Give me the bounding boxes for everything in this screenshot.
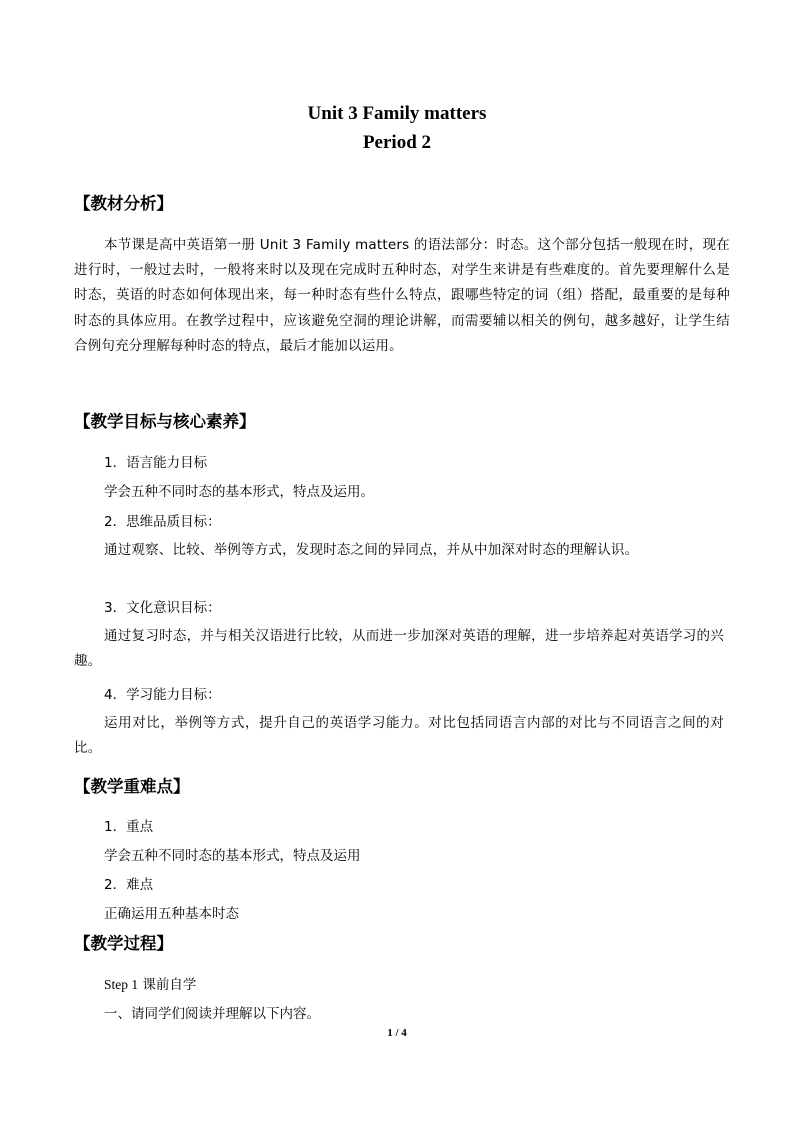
step-1-prefix: Step 1 <box>104 977 139 992</box>
step-1-title: 课前自学 <box>138 977 197 993</box>
objective-1-text: 学会五种不同时态的基本形式，特点及运用。 <box>104 484 374 500</box>
document-title: Unit 3 Family matters <box>307 103 487 124</box>
objective-2-text: 通过观察、比较、举例等方式，发现时态之间的异同点，并从中加深对时态的理解认识。 <box>104 542 639 558</box>
page-number: 1 / 4 <box>387 1027 407 1039</box>
key-point-1-label: 1．重点 <box>104 819 154 835</box>
objective-3-label: 3．文化意识目标： <box>104 600 221 616</box>
section-heading-analysis: 【教材分析】 <box>74 194 173 213</box>
key-point-1-text: 学会五种不同时态的基本形式，特点及运用 <box>104 848 361 864</box>
key-point-2-label: 2．难点 <box>104 877 154 893</box>
step-1-line <box>104 974 196 996</box>
section-heading-key-points: 【教学重难点】 <box>74 777 190 796</box>
document-subtitle: Period 2 <box>362 132 432 153</box>
objective-1-label: 1．语言能力目标 <box>104 455 208 471</box>
section-heading-process: 【教学过程】 <box>74 934 173 953</box>
objective-3-text: 通过复习时态，并与相关汉语进行比较，从而进一步加深对英语的理解，进一步培养起对英语学习的兴趣。 <box>74 628 724 670</box>
key-point-2-text: 正确运用五种基本时态 <box>104 906 239 922</box>
section-heading-objectives: 【教学目标与核心素养】 <box>74 412 256 431</box>
objective-2-label: 2．思维品质目标： <box>104 514 221 530</box>
objective-4-text: 运用对比，举例等方式，提升自己的英语学习能力。对比包括同语言内部的对比与不同语言之间的对比。 <box>74 715 724 757</box>
objective-4-label: 4．学习能力目标： <box>104 687 221 703</box>
step-1-instruction: 一、请同学们阅读并理解以下内容。 <box>104 1006 320 1022</box>
analysis-paragraph: 本节课是高中英语第一册 Unit 3 Family matters 的语法部分：时态。这个部分包括一般现在时，现在进行时，一般过去时，一般将来时以及现在完成时五种时态，对学生来讲是有些难度的。首先要理解什么是时态，英语的时态如何体现出来，每一种时态有些什么特点，跟哪些特定的词（组）搭配，最重要的是每种时态的具体应用。在教学过程中，应该避免空洞的理论讲解，而需要辅以相关的例句，越多越好，让学生结合例句充分理解每种时态的特点，最后才能加以运用。 <box>74 237 730 354</box>
